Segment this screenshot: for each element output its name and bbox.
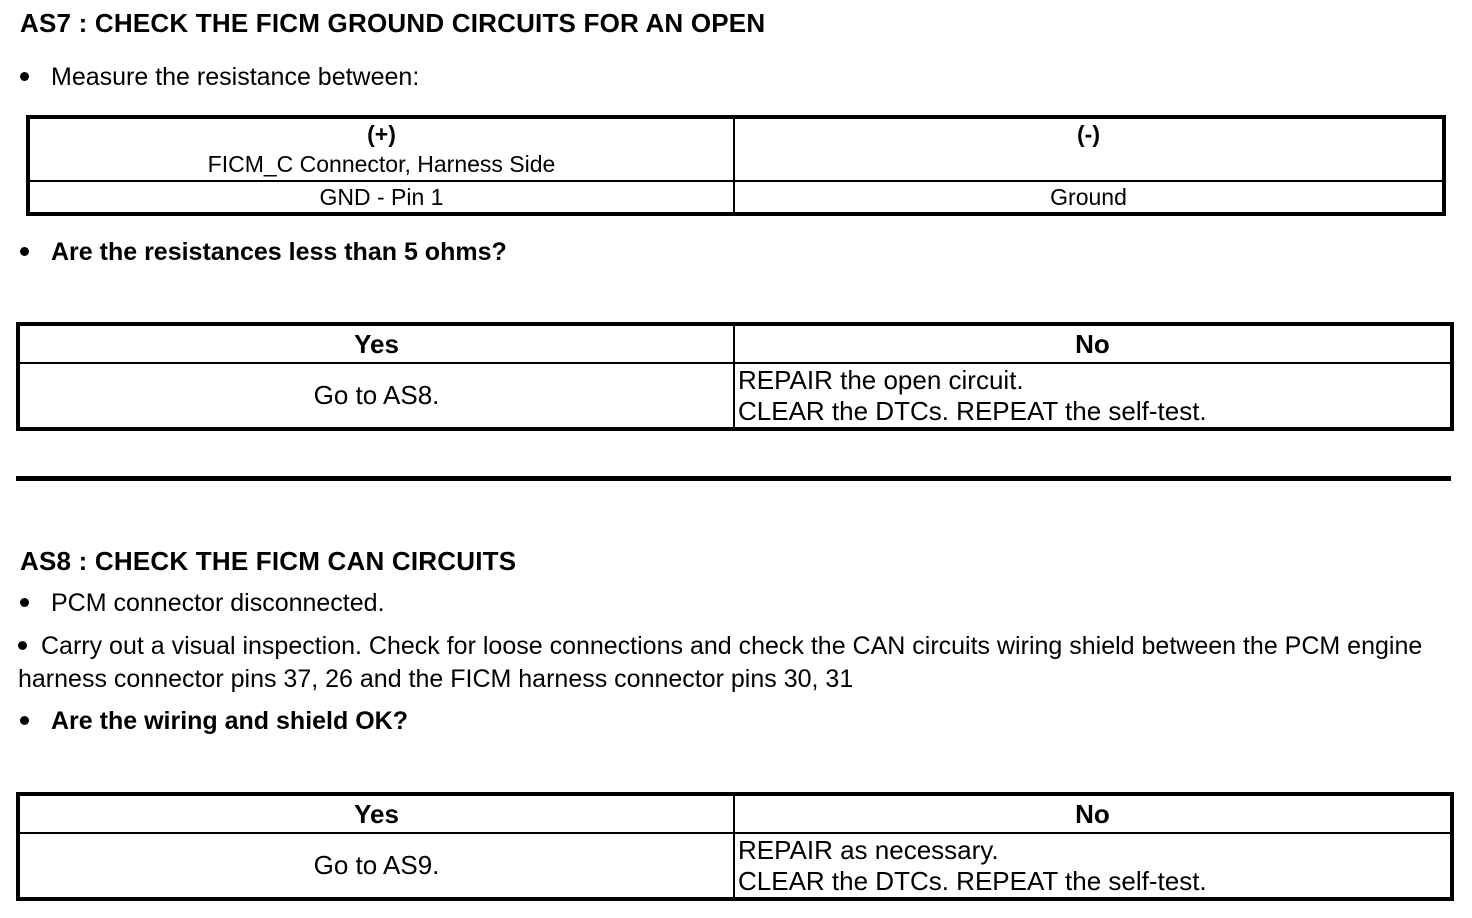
bullet-icon <box>20 247 29 256</box>
yes-action: Go to AS8. <box>18 363 734 429</box>
as7-instruction <box>20 63 419 92</box>
bullet-icon <box>20 716 29 725</box>
no-header: No <box>734 794 1452 833</box>
plus-header: (+) <box>367 121 396 147</box>
minus-header-cell <box>734 117 1444 181</box>
as7-question-text: Are the resistances less than 5 ohms? <box>51 238 507 266</box>
table-row <box>18 833 1452 899</box>
plus-value: GND - Pin 1 <box>28 181 734 214</box>
no-action-line: REPAIR the open circuit. <box>738 364 1024 395</box>
plus-subheader: FICM_C Connector, Harness Side <box>207 151 556 177</box>
as8-step-1 <box>20 589 385 618</box>
table-row <box>28 117 1444 181</box>
as8-step-1-text: PCM connector disconnected. <box>51 589 385 617</box>
as8-step-2 <box>18 630 1458 696</box>
minus-value: Ground <box>734 181 1444 214</box>
plus-header-cell <box>28 117 734 181</box>
as7-heading: AS7 : CHECK THE FICM GROUND CIRCUITS FOR AN OPEN <box>20 8 766 38</box>
no-action-line: REPAIR as necessary. <box>738 834 999 865</box>
table-row <box>28 181 1444 214</box>
bullet-icon <box>20 72 29 81</box>
as8-heading: AS8 : CHECK THE FICM CAN CIRCUITS <box>20 546 517 576</box>
yes-action: Go to AS9. <box>18 833 734 899</box>
no-header: No <box>734 324 1452 363</box>
table-row <box>18 324 1452 363</box>
bullet-icon <box>20 598 29 607</box>
as7-instruction-text: Measure the resistance between: <box>51 63 420 91</box>
minus-header: (-) <box>1077 121 1100 147</box>
yes-header: Yes <box>18 794 734 833</box>
table-row <box>18 794 1452 833</box>
as7-question <box>20 238 507 267</box>
as8-step-2-text: Carry out a visual inspection. Check for loose connections and check the CAN circuits wiring shield between the PCM engine harness connector pins 37, 26 and the FICM harness connector pins 30, 31 <box>18 632 1423 693</box>
no-action-cell <box>734 363 1452 429</box>
as8-question <box>20 707 408 736</box>
no-action-line: CLEAR the DTCs. REPEAT the self-test. <box>738 395 1207 426</box>
bullet-icon <box>18 641 27 650</box>
as7-result-table <box>16 322 1454 431</box>
as7-measurement-table <box>26 115 1446 216</box>
yes-header: Yes <box>18 324 734 363</box>
as8-result-table <box>16 792 1454 901</box>
no-action-cell <box>734 833 1452 899</box>
table-row <box>18 363 1452 429</box>
section-divider <box>16 476 1451 481</box>
as8-question-text: Are the wiring and shield OK? <box>51 707 408 735</box>
no-action-line: CLEAR the DTCs. REPEAT the self-test. <box>738 865 1207 896</box>
